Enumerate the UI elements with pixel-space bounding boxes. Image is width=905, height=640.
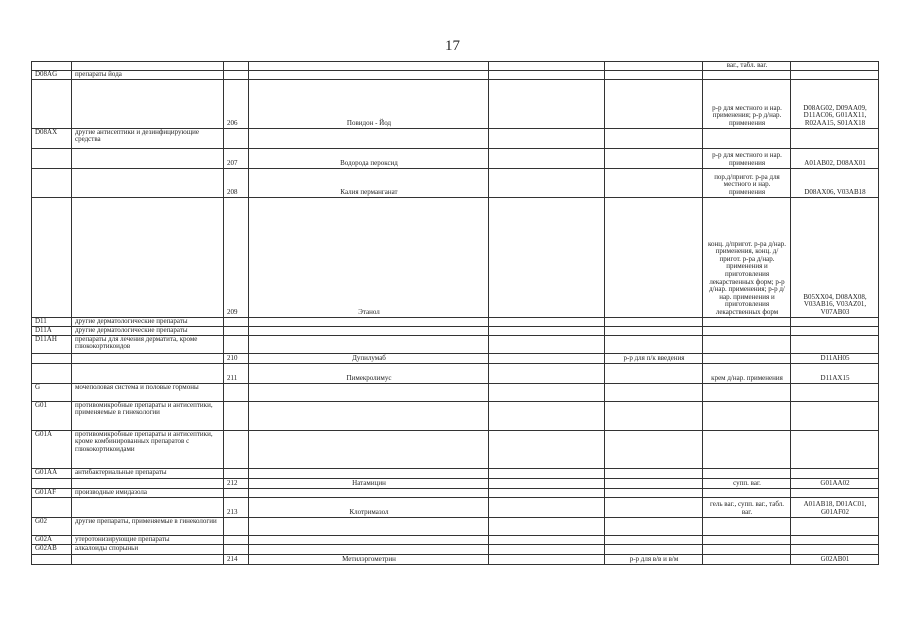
drug-number: [224, 317, 249, 326]
drug-number: [224, 62, 249, 71]
empty-cell: [489, 70, 605, 79]
drug-name: [249, 383, 489, 401]
dosage-form: [605, 535, 703, 544]
dosage-form: р-р для в/в и в/м: [605, 554, 703, 564]
category-row: [32, 517, 879, 535]
drug-number: 209: [224, 197, 249, 317]
empty-cell: [489, 148, 605, 168]
drug-number: [224, 430, 249, 468]
dosage-form-topical: [703, 326, 791, 335]
drug-row: [32, 62, 879, 71]
atc-code: D11AX15: [791, 363, 879, 383]
drug-name: Водорода пероксид: [249, 148, 489, 168]
atc-group-description: препараты йода: [72, 70, 224, 79]
dosage-form-topical: р-р для местного и нар. применения; р-р д/нар. применения: [703, 79, 791, 128]
category-row: [32, 401, 879, 430]
drug-name: Метилэргометрин: [249, 554, 489, 564]
dosage-form-topical: р-р для местного и нар. применения: [703, 148, 791, 168]
drug-name: [249, 335, 489, 353]
empty-cell: [489, 383, 605, 401]
dosage-form-topical: [703, 128, 791, 148]
dosage-form-topical: ваг., табл. ваг.: [703, 62, 791, 71]
drug-name: [249, 535, 489, 544]
dosage-form: [605, 197, 703, 317]
atc-group-code: [32, 497, 72, 517]
drug-row: [32, 168, 879, 197]
atc-code: [791, 430, 879, 468]
atc-group-description: [72, 363, 224, 383]
drug-name: [249, 317, 489, 326]
atc-code: [791, 128, 879, 148]
atc-group-description: [72, 497, 224, 517]
drug-name: [249, 544, 489, 554]
dosage-form: [605, 544, 703, 554]
atc-group-description: другие дерматологические препараты: [72, 317, 224, 326]
dosage-form-topical: [703, 517, 791, 535]
category-row: [32, 70, 879, 79]
dosage-form-topical: конц. д/пригот. р-ра д/нар. применения, конц. д/пригот. р-ра д/нар. применения и приготовления лекарственных форм; р-р д/нар. применения; р-р д/нар. применения и приготовления лекарственных форм: [703, 197, 791, 317]
drug-name: [249, 468, 489, 478]
dosage-form: [605, 335, 703, 353]
drug-number: 211: [224, 363, 249, 383]
atc-code: [791, 517, 879, 535]
category-row: [32, 544, 879, 554]
dosage-form-topical: пор.д/пригот. р-ра для местного и нар. применения: [703, 168, 791, 197]
dosage-form: [605, 517, 703, 535]
empty-cell: [489, 430, 605, 468]
atc-group-description: антибактериальные препараты: [72, 468, 224, 478]
atc-code: G01AA02: [791, 478, 879, 488]
drug-number: [224, 517, 249, 535]
atc-group-description: мочеполовая система и половые гормоны: [72, 383, 224, 401]
atc-group-code: [32, 197, 72, 317]
drug-row: [32, 554, 879, 564]
dosage-form: р-р для п/к введения: [605, 353, 703, 363]
atc-group-code: G02AB: [32, 544, 72, 554]
dosage-form: [605, 79, 703, 128]
drug-number: [224, 326, 249, 335]
atc-group-description: [72, 197, 224, 317]
drug-number: [224, 488, 249, 497]
empty-cell: [489, 401, 605, 430]
atc-group-description: [72, 62, 224, 71]
dosage-form: [605, 62, 703, 71]
atc-group-description: другие препараты, применяемые в гинекологии: [72, 517, 224, 535]
dosage-form-topical: [703, 353, 791, 363]
dosage-form-topical: гель ваг., супп. ваг., табл. ваг.: [703, 497, 791, 517]
empty-cell: [489, 353, 605, 363]
empty-cell: [489, 535, 605, 544]
empty-cell: [489, 497, 605, 517]
atc-group-description: алкалоиды спорыньи: [72, 544, 224, 554]
dosage-form: [605, 383, 703, 401]
dosage-form: [605, 326, 703, 335]
drug-name: [249, 128, 489, 148]
drug-number: [224, 401, 249, 430]
atc-code: D11AH05: [791, 353, 879, 363]
empty-cell: [489, 197, 605, 317]
dosage-form: [605, 430, 703, 468]
drug-name: Калия перманганат: [249, 168, 489, 197]
empty-cell: [489, 335, 605, 353]
drug-number: [224, 535, 249, 544]
atc-group-code: G01: [32, 401, 72, 430]
drug-number: [224, 544, 249, 554]
atc-code: [791, 62, 879, 71]
drug-name: [249, 488, 489, 497]
drug-name: [249, 517, 489, 535]
drug-number: 206: [224, 79, 249, 128]
drug-table: [31, 61, 879, 565]
dosage-form: [605, 468, 703, 478]
dosage-form-topical: [703, 468, 791, 478]
drug-row: [32, 197, 879, 317]
dosage-form-topical: [703, 535, 791, 544]
category-row: [32, 535, 879, 544]
empty-cell: [489, 488, 605, 497]
drug-name: Дупилумаб: [249, 353, 489, 363]
atc-group-code: G02: [32, 517, 72, 535]
drug-name: [249, 430, 489, 468]
atc-code: A01AB02, D08AX01: [791, 148, 879, 168]
category-row: [32, 430, 879, 468]
drug-name: Повидон - Йод: [249, 79, 489, 128]
empty-cell: [489, 62, 605, 71]
category-row: [32, 488, 879, 497]
category-row: [32, 468, 879, 478]
atc-code: D08AG02, D09AA09, D11AC06, G01AX11, R02AA15, S01AX18: [791, 79, 879, 128]
dosage-form: [605, 401, 703, 430]
atc-code: B05XX04, D08AX08, V03AB16, V03AZ01, V07AB03: [791, 197, 879, 317]
drug-number: 208: [224, 168, 249, 197]
drug-number: 207: [224, 148, 249, 168]
atc-group-code: [32, 62, 72, 71]
atc-group-description: [72, 148, 224, 168]
drug-name: Натамицин: [249, 478, 489, 488]
drug-row: [32, 79, 879, 128]
drug-number: 214: [224, 554, 249, 564]
atc-code: [791, 401, 879, 430]
atc-group-code: G: [32, 383, 72, 401]
atc-code: [791, 70, 879, 79]
atc-code: [791, 317, 879, 326]
atc-group-code: G01AF: [32, 488, 72, 497]
atc-group-code: D11: [32, 317, 72, 326]
drug-number: [224, 70, 249, 79]
category-row: [32, 383, 879, 401]
atc-group-description: утеротонизирующие препараты: [72, 535, 224, 544]
atc-group-code: [32, 363, 72, 383]
atc-group-description: препараты для лечения дерматита, кроме глюкокортикоидов: [72, 335, 224, 353]
empty-cell: [489, 363, 605, 383]
atc-group-code: [32, 79, 72, 128]
atc-code: [791, 544, 879, 554]
atc-group-code: [32, 478, 72, 488]
drug-row: [32, 497, 879, 517]
drug-number: [224, 335, 249, 353]
drug-name: Клотримазол: [249, 497, 489, 517]
empty-cell: [489, 478, 605, 488]
drug-number: [224, 468, 249, 478]
dosage-form-topical: [703, 383, 791, 401]
drug-name: [249, 70, 489, 79]
atc-code: D08AX06, V03AB18: [791, 168, 879, 197]
atc-code: [791, 488, 879, 497]
atc-group-description: [72, 554, 224, 564]
atc-code: [791, 468, 879, 478]
dosage-form-topical: крем д/нар. применения: [703, 363, 791, 383]
empty-cell: [489, 128, 605, 148]
drug-row: [32, 353, 879, 363]
drug-number: 212: [224, 478, 249, 488]
drug-name: [249, 62, 489, 71]
atc-group-description: производные имидазола: [72, 488, 224, 497]
drug-number: 213: [224, 497, 249, 517]
dosage-form-topical: супп. ваг.: [703, 478, 791, 488]
atc-group-description: противомикробные препараты и антисептики, кроме комбинированных препаратов с глюкокортикоидами: [72, 430, 224, 468]
atc-group-description: [72, 79, 224, 128]
dosage-form: [605, 168, 703, 197]
atc-group-code: G01A: [32, 430, 72, 468]
dosage-form-topical: [703, 554, 791, 564]
empty-cell: [489, 517, 605, 535]
drug-number: [224, 128, 249, 148]
empty-cell: [489, 554, 605, 564]
drug-row: [32, 148, 879, 168]
atc-group-code: D11A: [32, 326, 72, 335]
dosage-form-topical: [703, 488, 791, 497]
atc-group-code: D08AG: [32, 70, 72, 79]
atc-group-code: D11AH: [32, 335, 72, 353]
empty-cell: [489, 326, 605, 335]
page-number: 17: [445, 38, 460, 54]
atc-group-code: [32, 168, 72, 197]
drug-number: [224, 383, 249, 401]
dosage-form-topical: [703, 544, 791, 554]
drug-row: [32, 478, 879, 488]
dosage-form: [605, 317, 703, 326]
drug-number: 210: [224, 353, 249, 363]
dosage-form: [605, 488, 703, 497]
dosage-form-topical: [703, 401, 791, 430]
category-row: [32, 128, 879, 148]
atc-code: [791, 326, 879, 335]
empty-cell: [489, 317, 605, 326]
dosage-form: [605, 70, 703, 79]
atc-code: [791, 335, 879, 353]
dosage-form: [605, 497, 703, 517]
dosage-form-topical: [703, 335, 791, 353]
empty-cell: [489, 468, 605, 478]
atc-group-description: [72, 168, 224, 197]
atc-code: A01AB18, D01AC01, G01AF02: [791, 497, 879, 517]
drug-name: [249, 326, 489, 335]
atc-group-code: G01AA: [32, 468, 72, 478]
drug-name: Этанол: [249, 197, 489, 317]
atc-group-description: другие дерматологические препараты: [72, 326, 224, 335]
atc-group-description: [72, 478, 224, 488]
atc-group-code: [32, 148, 72, 168]
category-row: [32, 326, 879, 335]
atc-group-description: другие антисептики и дезинфицирующие средства: [72, 128, 224, 148]
atc-group-code: G02A: [32, 535, 72, 544]
dosage-form: [605, 478, 703, 488]
atc-code: [791, 535, 879, 544]
dosage-form-topical: [703, 317, 791, 326]
atc-group-code: [32, 353, 72, 363]
dosage-form: [605, 148, 703, 168]
atc-group-description: противомикробные препараты и антисептики, применяемые в гинекологии: [72, 401, 224, 430]
dosage-form: [605, 363, 703, 383]
dosage-form: [605, 128, 703, 148]
dosage-form-topical: [703, 430, 791, 468]
atc-group-code: D08AX: [32, 128, 72, 148]
atc-group-description: [72, 353, 224, 363]
empty-cell: [489, 168, 605, 197]
atc-group-code: [32, 554, 72, 564]
drug-name: [249, 401, 489, 430]
dosage-form-topical: [703, 70, 791, 79]
category-row: [32, 335, 879, 353]
empty-cell: [489, 544, 605, 554]
atc-code: [791, 383, 879, 401]
empty-cell: [489, 79, 605, 128]
drug-row: [32, 363, 879, 383]
atc-code: G02AB01: [791, 554, 879, 564]
category-row: [32, 317, 879, 326]
drug-name: Пимекролимус: [249, 363, 489, 383]
